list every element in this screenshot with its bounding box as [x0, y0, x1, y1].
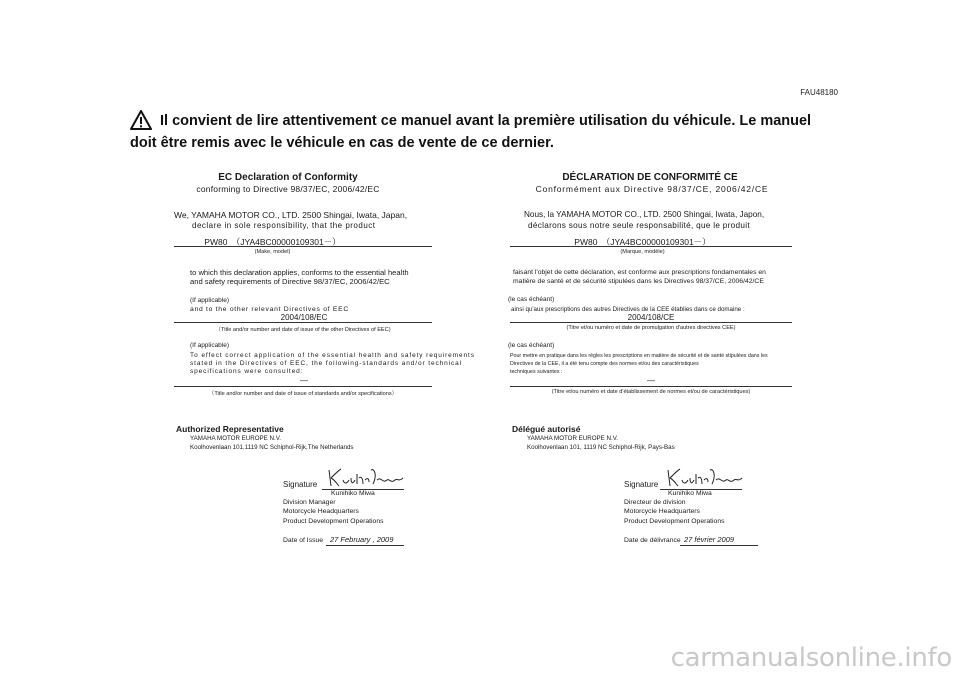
representative-name: YAMAHA MOTOR EUROPE N.V. [190, 435, 281, 442]
watermark: carmanualsonline.info [670, 643, 952, 673]
directive-caption: （Title and/or number and date of issue of the other Directives of EEC) [215, 327, 391, 333]
standards-value: — [647, 376, 655, 385]
other-directives-line: and to the other relevant Directives of EEC [190, 306, 349, 313]
date-value: 27 February , 2009 [330, 535, 394, 544]
directive-value: 2004/108/EC [280, 313, 328, 322]
conformity-line-1: to which this declaration applies, conforms to the essential health [190, 268, 409, 277]
other-directives-line: ainsi qu'aux prescriptions des autres Directives de la CEE établies dans ce domaine : [511, 306, 745, 313]
signature-label: Signature [283, 480, 318, 489]
conformity-line-1: faisant l'objet de cette déclaration, est conforme aux prescriptions fondamentales en [513, 269, 766, 276]
company-line: We, YAMAHA MOTOR CO., LTD. 2500 Shingai, Iwata, Japan, [174, 210, 408, 220]
warning-text: Il convient de lire attentivement ce manuel avant la première utilisation du véhicule. Le manuel doit être remis avec le véhicule en cas de vente de ce dernier. [130, 113, 812, 151]
position-line-1: Division Manager [283, 499, 336, 506]
date-rule [680, 545, 758, 546]
position-line-3: Product Development Operations [624, 518, 725, 525]
declare-line: déclarons sous notre seule responsabilité, que le produit [528, 221, 750, 230]
standards-line-3: specifications were consulted: [190, 368, 304, 375]
standards-rule [510, 386, 792, 387]
representative-title: Délégué autorisé [512, 424, 581, 434]
signer-name: Kunihiko Miwa [668, 490, 712, 497]
signature-image [664, 466, 746, 490]
company-line: Nous, la YAMAHA MOTOR CO., LTD. 2500 Shingai, Iwata, Japon, [524, 210, 765, 219]
reference-code: FAU48180 [800, 88, 838, 97]
model-rule [510, 246, 792, 247]
date-label: Date of Issue [283, 537, 324, 544]
model-caption: (Make, model) [254, 249, 291, 255]
directive-rule [174, 322, 432, 323]
standards-line-1: To effect correct application of the essential health and safety requirements [190, 352, 475, 359]
standards-line-3: techniques suivantes : [510, 369, 563, 375]
standards-line-2: stated in the Directives of EEC, the following-standards and/or technical [190, 360, 463, 367]
representative-name: YAMAHA MOTOR EUROPE N.V. [527, 435, 618, 442]
position-line-3: Product Development Operations [283, 518, 384, 525]
model-value: PW80 （JYA4BC00000109301－） [204, 237, 341, 247]
standards-line-1: Pour mettre en pratique dans les règles les prescriptions en matière de sécurité et de santé stipulées dans les [510, 353, 768, 359]
declaration-title: EC Declaration of Conformity [218, 172, 358, 183]
signer-name: Kunihiko Miwa [331, 490, 375, 497]
date-value: 27 février 2009 [684, 535, 735, 544]
position-line-2: Motorcycle Headquarters [624, 508, 700, 515]
directive-caption: (Titre et/ou numéro et date de promulgation d'autres directives CEE) [566, 325, 736, 331]
directive-value: 2004/108/CE [627, 313, 675, 322]
standards-value: — [300, 376, 308, 385]
position-line-2: Motorcycle Headquarters [283, 508, 359, 515]
date-label: Date de délivrance [624, 537, 681, 544]
if-applicable-label: (If applicable) [190, 297, 230, 304]
representative-title: Authorized Representative [176, 424, 284, 434]
date-rule [326, 545, 404, 546]
representative-address: Koolhovenlaan 101,1119 NC Schiphol-Rijk,The Netherlands [190, 444, 354, 451]
standards-line-2: Directives de la CEE, il a été tenu compte des normes et/ou des caractéristiques [510, 361, 699, 367]
declare-line: declare in sole responsibility, that the product [192, 221, 376, 230]
declaration-subtitle: conforming to Directive 98/37/EC, 2006/42/EC [196, 184, 380, 194]
signature-image [325, 466, 407, 490]
standards-caption: (Titre et/ou numéro et date d'établissement de normes et/ou de caractéristiques) [551, 389, 751, 395]
declaration-title: DÉCLARATION DE CONFORMITÉ CE [562, 172, 738, 183]
if-applicable-label: (le cas échéant) [508, 296, 555, 303]
conformity-line-2: and safety requirements of Directive 98/37/EC, 2006/42/EC [190, 277, 390, 286]
model-value: PW80 （JYA4BC00000109301－） [574, 237, 711, 247]
conformity-line-2: matière de santé et de sécurité stipulées dans les Directives 98/37/CE, 2006/42/CE [513, 278, 764, 285]
standards-caption: （Title and/or number and date of issue of standards and/or specifications） [208, 391, 398, 397]
standards-rule [174, 386, 432, 387]
model-caption: (Marque, modèle) [620, 249, 665, 255]
if-applicable-label: (le cas échéant) [508, 342, 555, 349]
declaration-subtitle: Conformément aux Directive 98/37/CE, 2006/42/CE [535, 184, 769, 194]
representative-address: Koolhovenlaan 101, 1119 NC Schiphol-Rijk, Pays-Bas [527, 444, 675, 451]
position-line-1: Directeur de division [624, 499, 686, 506]
if-applicable-label: (If applicable) [190, 342, 230, 349]
directive-rule [510, 322, 792, 323]
model-rule [174, 246, 432, 247]
signature-label: Signature [624, 480, 659, 489]
